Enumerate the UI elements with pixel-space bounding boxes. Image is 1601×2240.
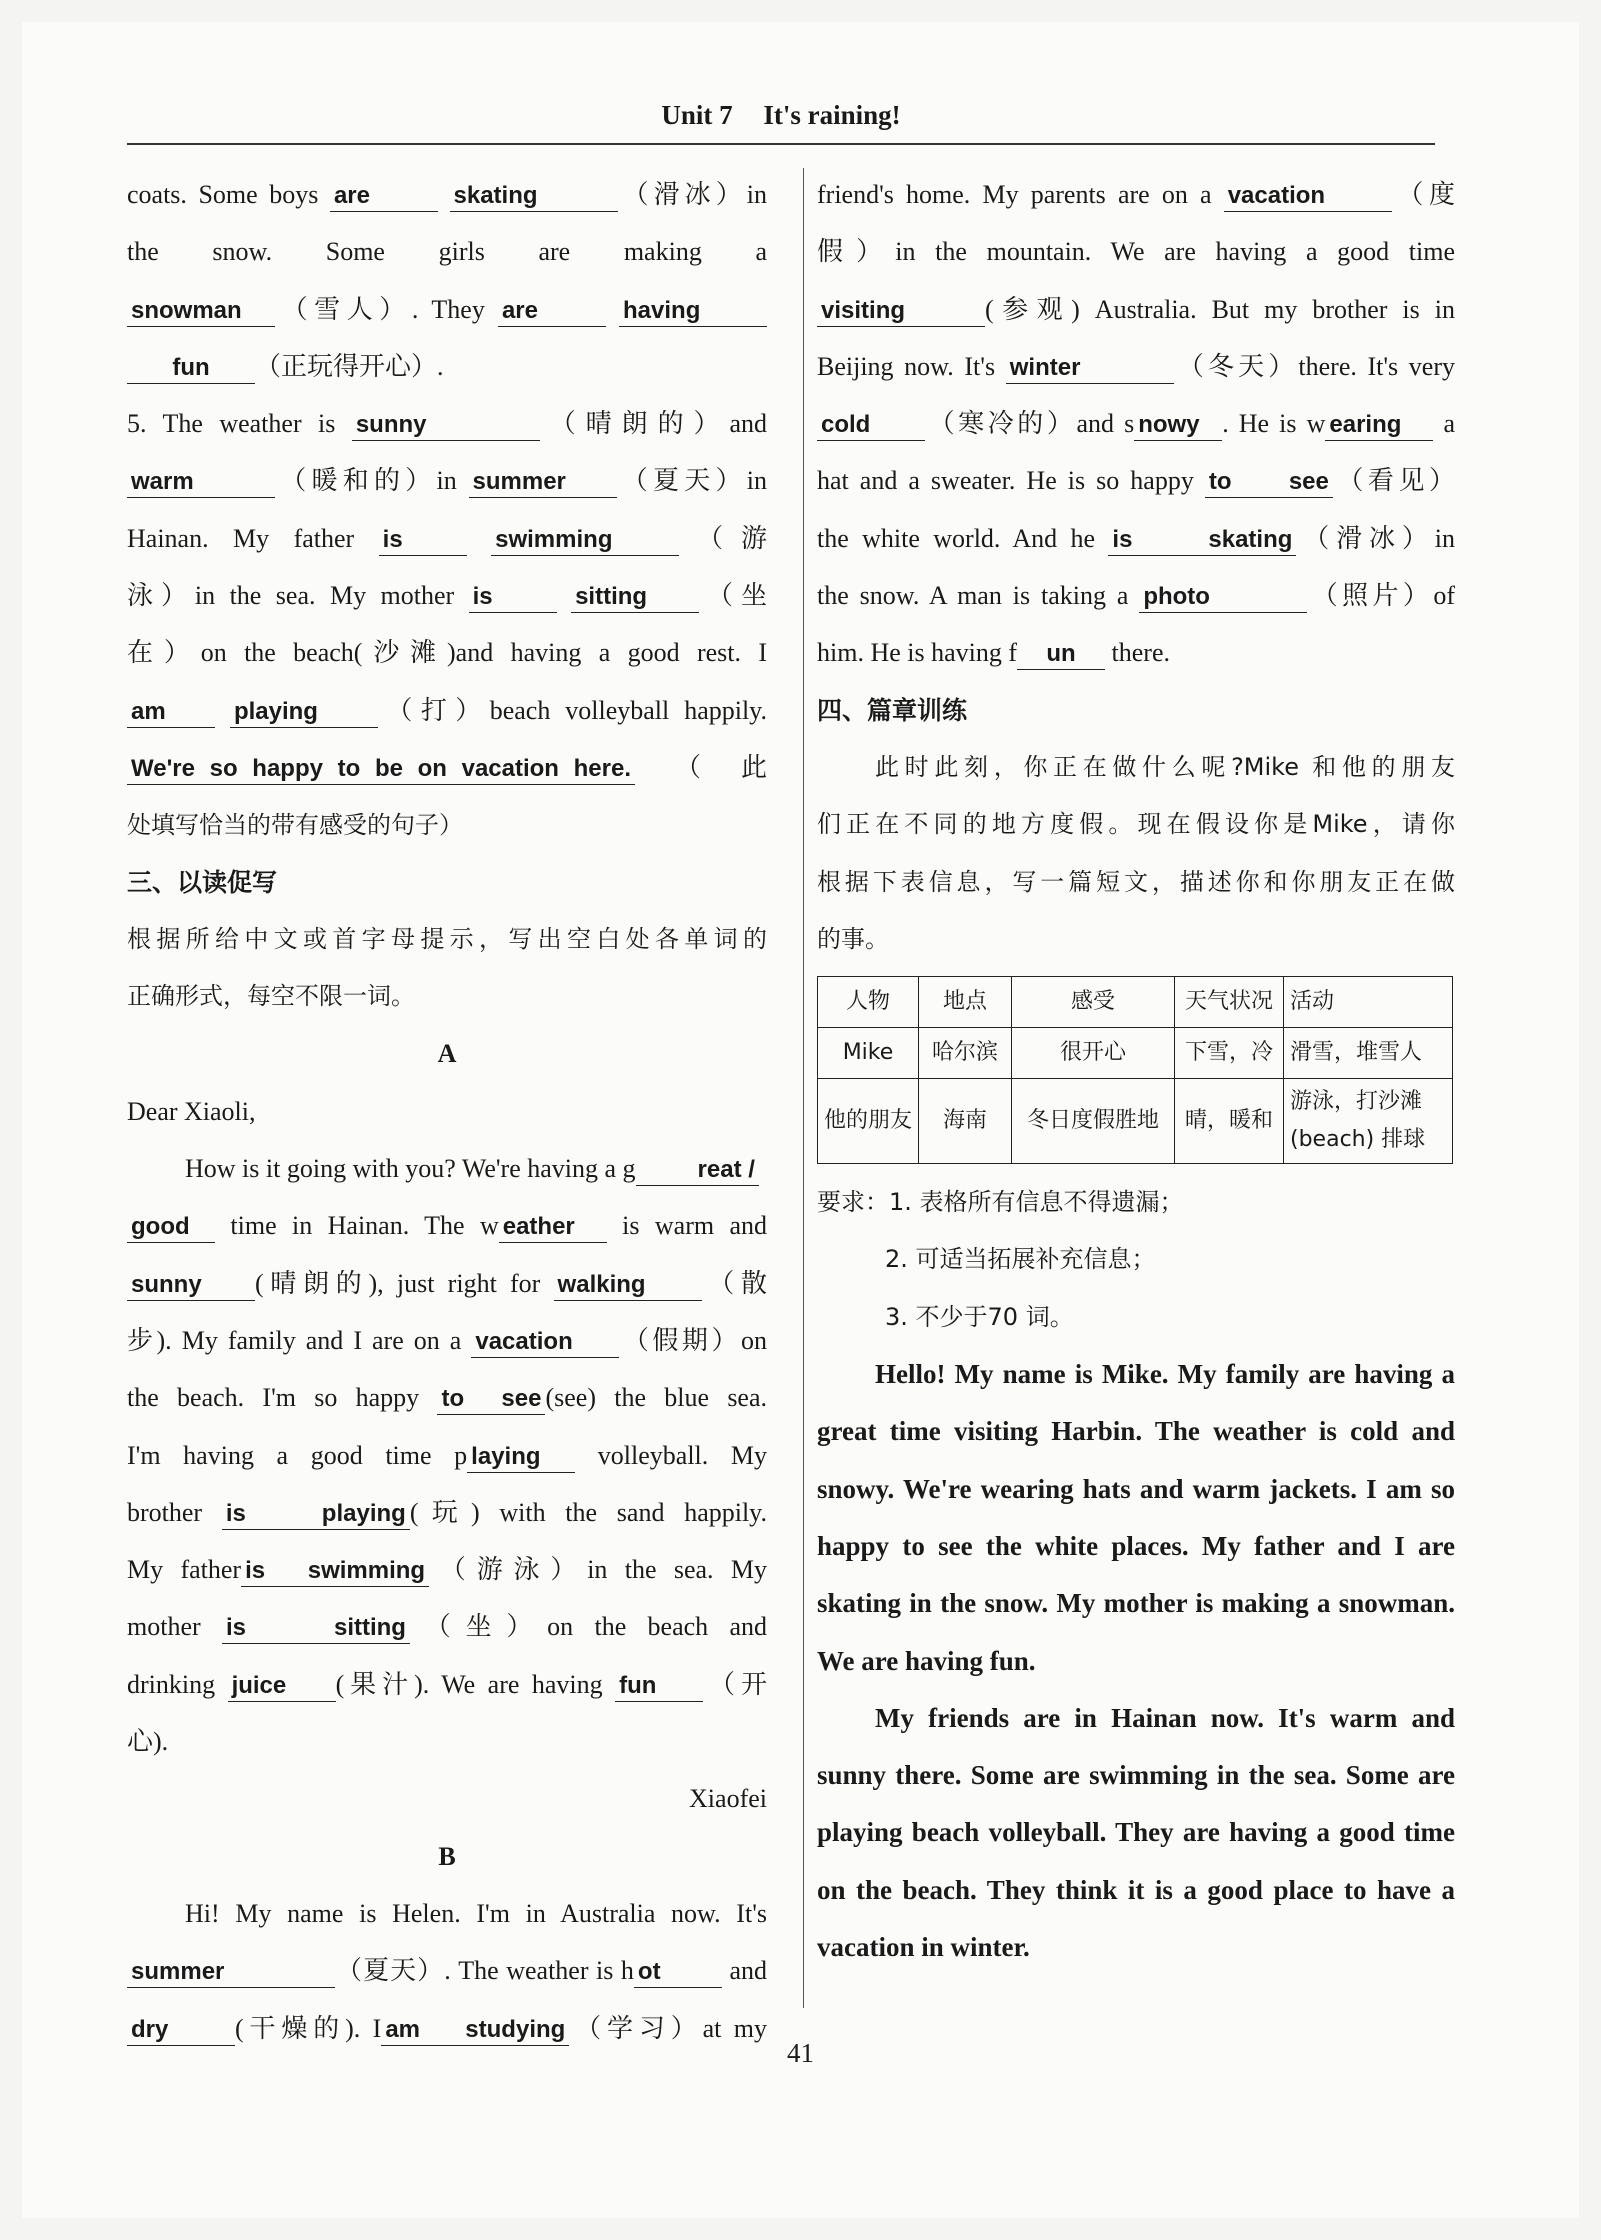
header-rule xyxy=(127,143,1435,145)
answer-blank: earing xyxy=(1325,410,1433,441)
passage-label: B xyxy=(438,1841,456,1871)
essay-line: playing beach volleyball. They are having a good time xyxy=(817,1817,1455,1848)
essay-line: vacation in winter. xyxy=(817,1932,1030,1963)
essay-line: snowy. We're wearing hats and warm jackets. I am so xyxy=(817,1473,1455,1504)
text-line: drinking juice (果汁). We are having fun （开 xyxy=(127,1656,767,1713)
answer-blank: is xyxy=(379,525,467,556)
table-header-cell: 地点 xyxy=(919,977,1012,1028)
answer-blank: vacation xyxy=(471,1327,619,1358)
instruction: 此时此刻，你正在做什么呢?Mike 和他的朋友 xyxy=(875,752,1455,781)
signature: Xiaofei xyxy=(689,1784,767,1814)
text-line: 步). My family and I are on a vacation （假期）on xyxy=(127,1312,767,1369)
text-line: 处填写恰当的带有感受的句子） xyxy=(127,811,463,840)
text-line: hat and a sweater. He is so happy to see （看见） xyxy=(817,452,1455,509)
text-line: dry (干燥的). I am studying （学习）at my xyxy=(127,2000,767,2057)
table-cell: 冬日度假胜地 xyxy=(1012,1079,1175,1164)
page-header xyxy=(127,100,1435,131)
answer-blank: having xyxy=(619,296,767,327)
instruction: 正确形式，每空不限一词。 xyxy=(127,982,415,1011)
table-cell: 他的朋友 xyxy=(818,1079,919,1164)
requirement: 要求：1. 表格所有信息不得遗漏； xyxy=(817,1188,1184,1217)
essay-line: great time visiting Harbin. The weather is cold and xyxy=(817,1416,1455,1447)
essay-line: sunny there. Some are swimming in the sea. Some are xyxy=(817,1760,1455,1791)
answer-blank: laying xyxy=(467,1442,575,1473)
table-cell: 游泳，打沙滩 (beach) 排球 xyxy=(1284,1079,1453,1164)
answer-blank: are xyxy=(498,296,606,327)
answer-blank: nowy xyxy=(1134,410,1222,441)
table-header-cell: 天气状况 xyxy=(1175,977,1284,1028)
text-line: friend's home. My parents are on a vacation （度 xyxy=(817,166,1455,223)
table-cell: Mike xyxy=(818,1028,919,1079)
answer-blank: playing xyxy=(230,697,378,728)
text-line: sunny (晴朗的), just right for walking （散 xyxy=(127,1255,767,1312)
text-line: warm （暖和的）in summer （夏天）in xyxy=(127,452,767,509)
text-line: Beijing now. It's winter （冬天）there. It's very xyxy=(817,338,1455,395)
answer-blank: am studying xyxy=(381,2015,569,2046)
table-cell: 晴，暖和 xyxy=(1175,1079,1284,1164)
answer-blank: un xyxy=(1017,639,1105,670)
instruction: 根据所给中文或首字母提示，写出空白处各单词的 xyxy=(127,924,767,953)
section-title: 三、以读促写 xyxy=(127,867,278,897)
text-line: am playing （打）beach volleyball happily. xyxy=(127,682,767,739)
text-line: the snow. Some girls are making a xyxy=(127,237,767,267)
unit-title: It's raining! xyxy=(763,100,901,130)
answer-blank: visiting xyxy=(817,296,985,327)
answer-blank: juice xyxy=(228,1671,336,1702)
table-header-cell: 感受 xyxy=(1012,977,1175,1028)
answer-blank: good xyxy=(127,1212,215,1243)
answer-blank: fun xyxy=(127,353,255,384)
text-line: summer （夏天）. The weather is h ot and xyxy=(127,1942,767,1999)
text-line: We're so happy to be on vacation here. （此 xyxy=(127,739,767,796)
answer-blank: winter xyxy=(1006,353,1174,384)
answer-blank: walking xyxy=(554,1270,702,1301)
table-cell: 海南 xyxy=(919,1079,1012,1164)
answer-blank: We're so happy to be on vacation here. xyxy=(127,754,635,785)
text-line: brother is playing (玩) with the sand happily. xyxy=(127,1484,767,1541)
answer-blank: are xyxy=(330,181,438,212)
text-line: the snow. A man is taking a photo （照片）of xyxy=(817,567,1455,624)
text-line: cold （寒冷的）and s nowy . He is w earing a xyxy=(817,395,1455,452)
answer-blank: summer xyxy=(469,467,617,498)
answer-blank: is skating xyxy=(1108,525,1296,556)
instruction: 的事。 xyxy=(817,924,889,953)
section-title: 四、篇章训练 xyxy=(817,695,968,725)
answer-blank: fun xyxy=(615,1671,703,1702)
text-line: 5. The weather is sunny （晴朗的）and xyxy=(127,395,767,452)
table-cell: 下雪，冷 xyxy=(1175,1028,1284,1079)
text-line: mother is sitting （坐）on the beach and xyxy=(127,1598,767,1655)
answer-blank: summer xyxy=(127,1957,335,1988)
answer-blank: reat / xyxy=(636,1155,759,1186)
text-line: 假）in the mountain. We are having a good time xyxy=(817,237,1455,267)
text-line: My father is swimming （游泳）in the sea. My xyxy=(127,1541,767,1598)
text-line: 心). xyxy=(127,1727,169,1757)
answer-blank: is sitting xyxy=(222,1613,410,1644)
text-line: Hi! My name is Helen. I'm in Australia now. It's xyxy=(185,1898,767,1928)
text-line: visiting (参观) Australia. But my brother is in xyxy=(817,281,1455,338)
text-line: 在）on the beach(沙滩)and having a good rest. I xyxy=(127,638,767,668)
table-cell: 哈尔滨 xyxy=(919,1028,1012,1079)
essay-line: My friends are in Hainan now. It's warm and xyxy=(875,1702,1455,1733)
answer-blank: eather xyxy=(499,1212,607,1243)
essay-line: on the beach. They think it is a good place to have a xyxy=(817,1874,1455,1905)
answer-blank: sunny xyxy=(127,1270,255,1301)
text-line: snowman （雪人）. They are having xyxy=(127,281,767,338)
text-line: Hainan. My father is swimming （游 xyxy=(127,510,767,567)
answer-blank: ot xyxy=(634,1957,722,1988)
answer-blank: cold xyxy=(817,410,925,441)
instruction: 们正在不同的地方度假。现在假设你是Mike，请你 xyxy=(817,810,1455,839)
table-cell: 滑雪，堆雪人 xyxy=(1284,1028,1453,1079)
text-line: the beach. I'm so happy to see (see) the blue sea. xyxy=(127,1369,767,1426)
column-divider xyxy=(803,168,804,2008)
text-line: the white world. And he is skating （滑冰）in xyxy=(817,510,1455,567)
answer-blank: dry xyxy=(127,2015,235,2046)
text-line: 泳）in the sea. My mother is sitting （坐 xyxy=(127,567,767,624)
text-line: him. He is having f un there. xyxy=(817,624,1455,681)
right-column xyxy=(817,166,1455,1976)
essay-line: Hello! My name is Mike. My family are having a xyxy=(875,1359,1455,1390)
salutation: Dear Xiaoli, xyxy=(127,1096,256,1126)
requirement: 3. 不少于70 词。 xyxy=(885,1302,1074,1331)
answer-blank: skating xyxy=(450,181,618,212)
table-header-cell: 人物 xyxy=(818,977,919,1028)
answer-blank: is xyxy=(469,582,557,613)
answer-blank: to see xyxy=(1205,467,1333,498)
text-line: fun （正玩得开心）. xyxy=(127,338,767,395)
page-number: 41 xyxy=(787,2038,814,2068)
left-column xyxy=(127,166,767,2057)
table-header-cell: 活动 xyxy=(1284,977,1453,1028)
instruction: 根据下表信息，写一篇短文，描述你和你朋友正在做 xyxy=(817,867,1455,896)
answer-blank: to see xyxy=(437,1384,545,1415)
answer-blank: is swimming xyxy=(241,1556,429,1587)
text-line: How is it going with you? We're having a g reat / xyxy=(127,1140,767,1197)
answer-blank: warm xyxy=(127,467,275,498)
answer-blank: snowman xyxy=(127,296,275,327)
table-row xyxy=(818,1028,1453,1079)
answer-blank: is playing xyxy=(222,1499,410,1530)
answer-blank: sitting xyxy=(571,582,699,613)
passage-label: A xyxy=(437,1039,457,1069)
table-row xyxy=(818,1079,1453,1164)
table-header-row xyxy=(818,977,1453,1028)
answer-blank: photo xyxy=(1139,582,1307,613)
requirement: 2. 可适当拓展补充信息； xyxy=(885,1245,1156,1274)
table-cell: 很开心 xyxy=(1012,1028,1175,1079)
answer-blank: sunny xyxy=(352,410,540,441)
essay-line: We are having fun. xyxy=(817,1645,1036,1676)
essay-line: skating in the snow. My mother is making a snowman. xyxy=(817,1588,1455,1619)
answer-blank: am xyxy=(127,697,215,728)
info-table xyxy=(817,976,1453,1164)
text-line: coats. Some boys are skating （滑冰）in xyxy=(127,166,767,223)
unit-label: Unit 7 xyxy=(661,100,733,130)
text-line: good time in Hainan. The w eather is warm and xyxy=(127,1197,767,1254)
text-line: I'm having a good time p laying volleyball. My xyxy=(127,1427,767,1484)
answer-blank: swimming xyxy=(491,525,679,556)
essay-line: happy to see the white places. My father and I are xyxy=(817,1530,1455,1561)
answer-blank: vacation xyxy=(1224,181,1392,212)
